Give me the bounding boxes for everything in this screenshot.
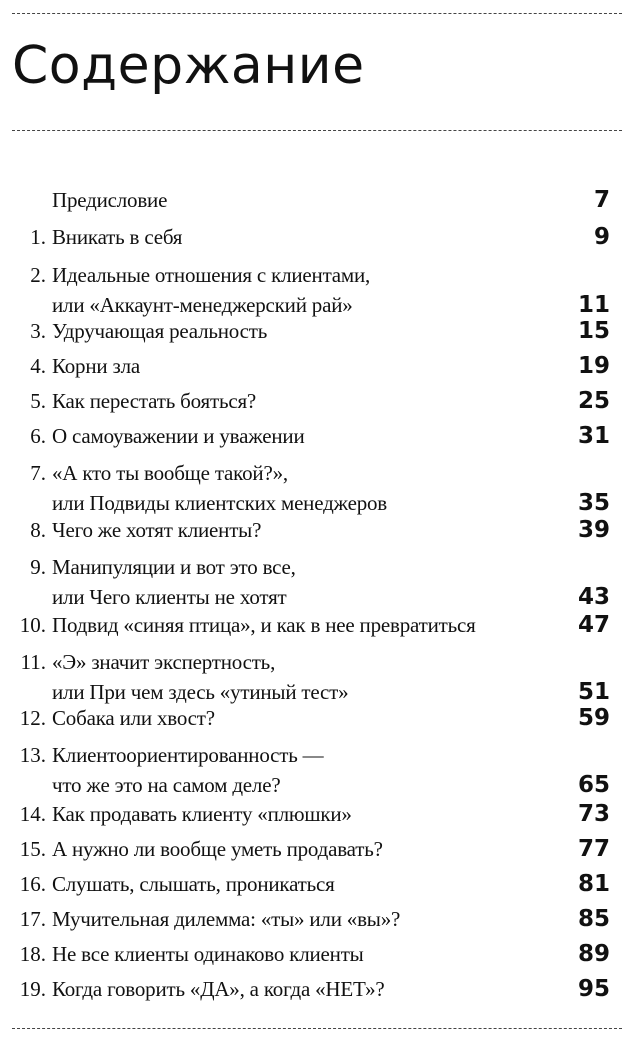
toc-entry-title: Собака или хвост?	[52, 706, 215, 730]
toc-entry-title: Корни зла	[52, 354, 140, 378]
toc-entry-title: или Чего клиенты не хотят	[52, 585, 287, 609]
toc-entry-number: 10.	[19, 613, 46, 637]
toc-entry-page-number: 89	[577, 941, 610, 967]
toc-entry-number: 1.	[30, 225, 46, 249]
toc-entry-title: Не все клиенты одинаково клиенты	[52, 942, 364, 966]
toc-entry-title: «Э» значит экспертность,	[52, 650, 276, 674]
toc-entry-number: 8.	[30, 518, 46, 542]
toc-entry-number: 15.	[19, 837, 46, 861]
toc-entry-number: 2.	[30, 263, 46, 287]
toc-entry-title: Манипуляции и вот это все,	[52, 555, 296, 579]
toc-entry-page-number: 9	[593, 224, 610, 250]
toc-entry-number: 19.	[19, 977, 46, 1001]
toc-entry-title: Слушать, слышать, проникаться	[52, 872, 335, 896]
toc-entry-title: или При чем здесь «утиный тест»	[52, 680, 349, 704]
toc-entry-title: О самоуважении и уважении	[52, 424, 305, 448]
toc-entry-page-number: 65	[577, 772, 610, 798]
toc-entry-number: 16.	[19, 872, 46, 896]
toc-entry-page-number: 25	[577, 388, 610, 414]
toc-entry-title: или «Аккаунт-менеджерский рай»	[52, 293, 353, 317]
toc-entry-number: 5.	[30, 389, 46, 413]
toc-entry-title: что же это на самом деле?	[52, 773, 281, 797]
toc-entry-title: Идеальные отношения с клиентами,	[52, 263, 371, 287]
toc-entry-number: 9.	[30, 555, 46, 579]
toc-entry-page-number: 19	[577, 353, 610, 379]
toc-entry-page-number: 35	[577, 490, 610, 516]
toc-entry-title: Как перестать бояться?	[52, 389, 257, 413]
toc-entry-page-number: 39	[577, 517, 610, 543]
toc-entry-title: Как продавать клиенту «плюшки»	[52, 802, 352, 826]
toc-entry-title: Предисловие	[52, 188, 168, 212]
toc-entry-page-number: 51	[577, 679, 610, 705]
toc-entry-title: Подвид «синяя птица», и как в нее превратиться	[52, 613, 476, 637]
toc-entry-page-number: 77	[577, 836, 610, 862]
toc-entry-page-number: 43	[577, 584, 610, 610]
toc-entry-number: 3.	[30, 319, 46, 343]
toc-entry-number: 13.	[19, 743, 46, 767]
toc-entry-title: Когда говорить «ДА», а когда «НЕТ»?	[52, 977, 385, 1001]
toc-entry-title: Чего же хотят клиенты?	[52, 518, 262, 542]
toc-entry-number: 17.	[19, 907, 46, 931]
toc-entry-number: 18.	[19, 942, 46, 966]
page-title: Содержание	[12, 36, 365, 96]
toc-entry-title: Мучительная дилемма: «ты» или «вы»?	[52, 907, 401, 931]
toc-entry-page-number: 31	[577, 423, 610, 449]
toc-entry-title: или Подвиды клиентских менеджеров	[52, 491, 388, 515]
toc-entry-number: 11.	[20, 650, 46, 674]
toc-entry-title: Удручающая реальность	[52, 319, 268, 343]
toc-entry-page-number: 59	[577, 705, 610, 731]
toc-entry-page-number: 73	[577, 801, 610, 827]
toc-entry-number: 6.	[30, 424, 46, 448]
toc-entry-page-number: 7	[593, 187, 610, 213]
toc-entry-number: 7.	[30, 461, 46, 485]
toc-entry-title: Клиентоориентированность —	[52, 743, 324, 767]
toc-entry-page-number: 11	[577, 292, 610, 318]
toc-entry-page-number: 47	[577, 612, 610, 638]
toc-entry-number: 12.	[19, 706, 46, 730]
toc-entry-title: А нужно ли вообще уметь продавать?	[52, 837, 383, 861]
bottom-dashed-rule	[12, 1028, 622, 1029]
toc-entry-title: Вникать в себя	[52, 225, 183, 249]
toc-entry-page-number: 81	[577, 871, 610, 897]
toc-entry-page-number: 95	[577, 976, 610, 1002]
toc-entry-title: «А кто ты вообще такой?»,	[52, 461, 288, 485]
toc-entry-number: 4.	[30, 354, 46, 378]
toc-entry-number: 14.	[19, 802, 46, 826]
toc-entry-page-number: 85	[577, 906, 610, 932]
toc-entry-page-number: 15	[577, 318, 610, 344]
